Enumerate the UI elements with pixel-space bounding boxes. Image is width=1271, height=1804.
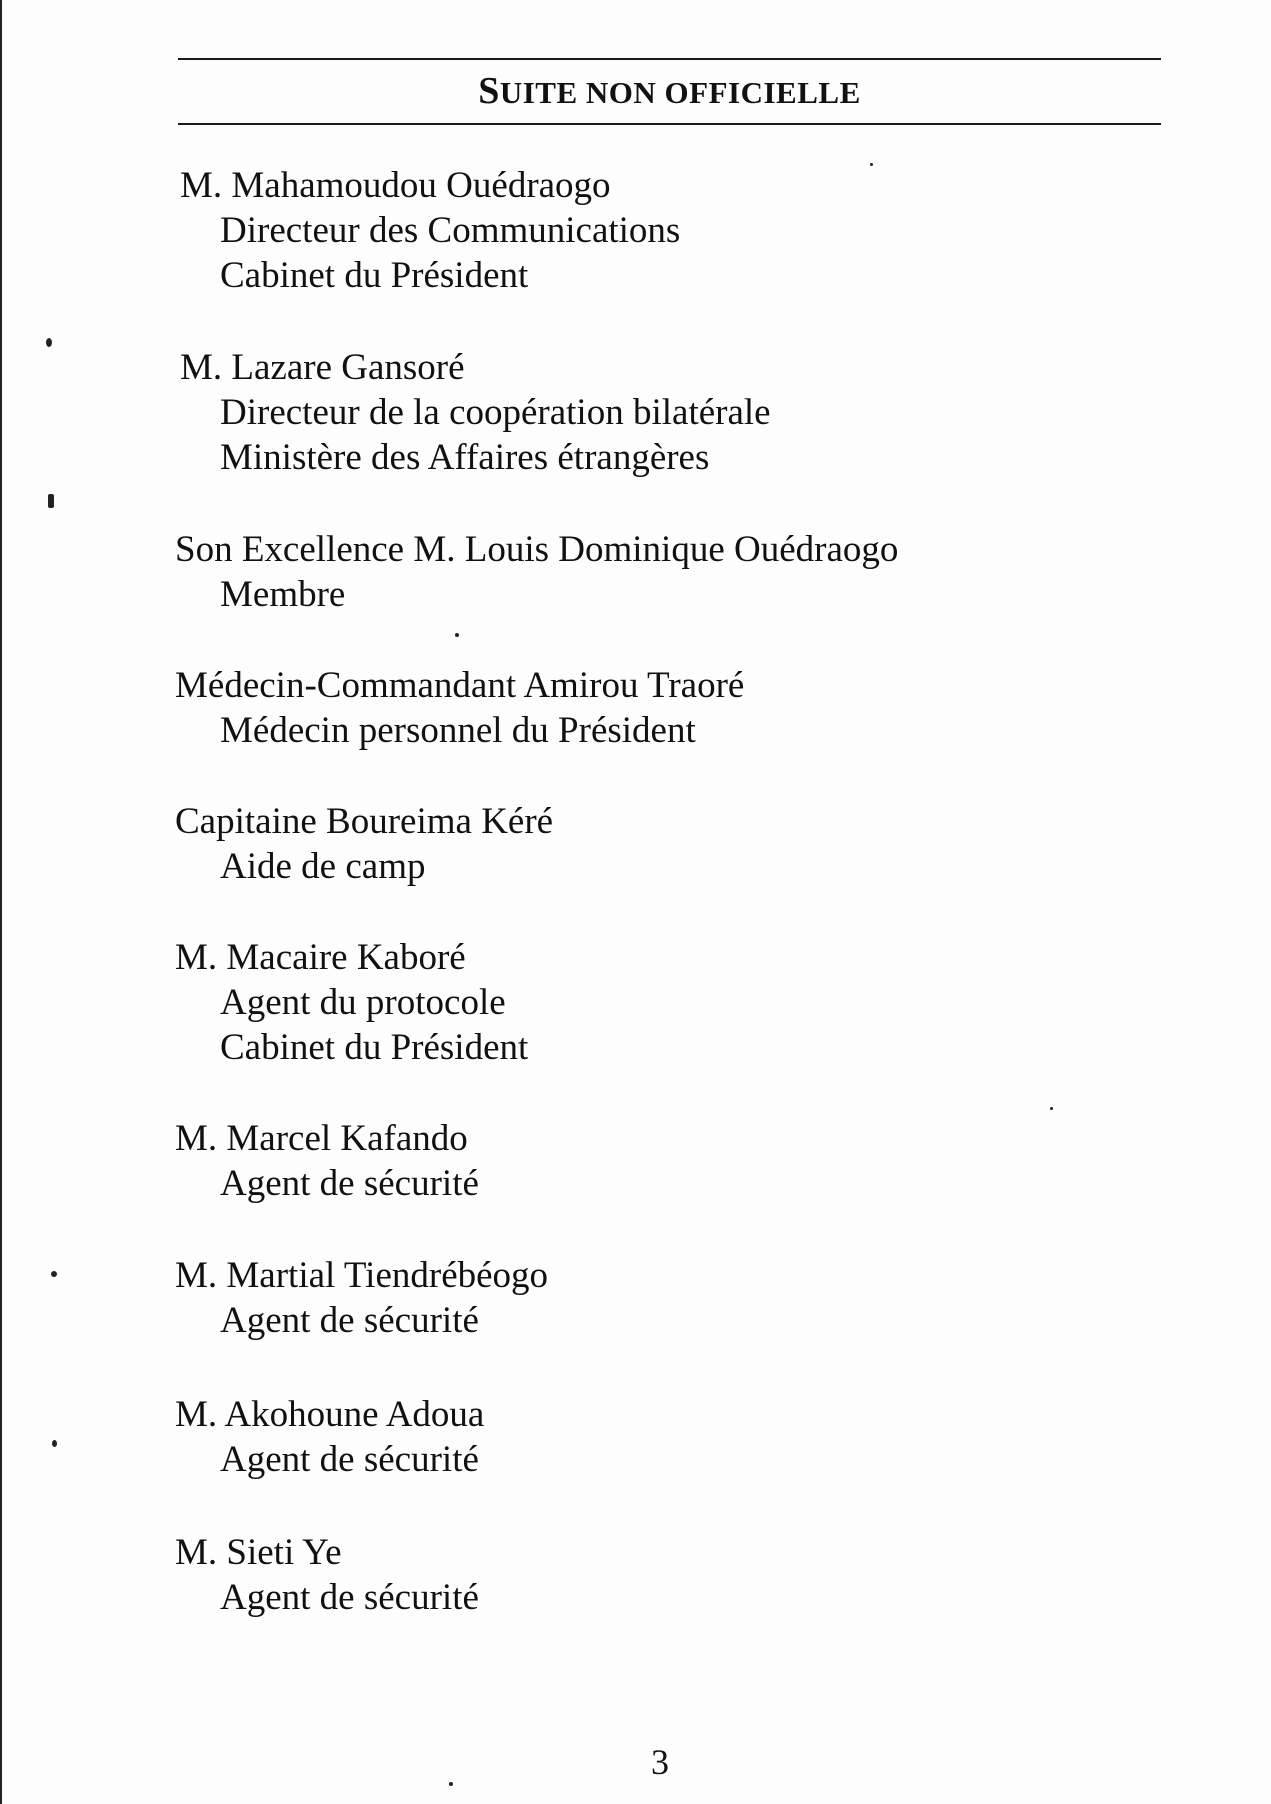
scan-speck [1050, 1107, 1053, 1110]
person-role: Directeur de la coopération bilatérale [220, 392, 771, 433]
list-item [175, 935, 528, 1070]
page-number: 3 [651, 1742, 669, 1782]
person-name: Son Excellence M. Louis Dominique Ouédraogo [175, 529, 899, 570]
person-name: M. Mahamoudou Ouédraogo [180, 165, 611, 206]
scan-speck [51, 1271, 57, 1277]
list-item [175, 799, 553, 889]
list-item [175, 527, 898, 617]
person-role: Agent du protocole [220, 982, 506, 1023]
section-title-initial: S [478, 70, 500, 112]
list-item [175, 663, 744, 753]
person-name: M. Sieti Ye [175, 1532, 342, 1573]
person-role: Cabinet du Président [220, 255, 529, 296]
person-role: Médecin personnel du Président [220, 710, 696, 751]
person-role: Agent de sécurité [220, 1439, 479, 1480]
person-name: M. Lazare Gansoré [180, 347, 465, 388]
list-item [175, 163, 680, 298]
scan-speck [449, 1782, 453, 1786]
page-edge [0, 0, 2, 1804]
section-title-rest: UITE NON OFFICIELLE [499, 75, 861, 110]
person-name: M. Macaire Kaboré [175, 937, 466, 978]
list-item [175, 1253, 548, 1343]
person-name: Capitaine Boureima Kéré [175, 801, 554, 842]
person-role: Ministère des Affaires étrangères [220, 437, 710, 478]
header-rule-bottom [178, 123, 1161, 125]
person-name: M. Martial Tiendrébéogo [175, 1255, 549, 1296]
scan-speck [48, 494, 54, 508]
header-rule-top [178, 58, 1161, 60]
list-item [175, 1116, 479, 1206]
section-title [178, 66, 1161, 118]
person-name: M. Marcel Kafando [175, 1118, 468, 1159]
person-role: Membre [220, 574, 346, 615]
person-role: Agent de sécurité [220, 1163, 479, 1204]
list-item [175, 1392, 484, 1482]
scan-speck [455, 633, 459, 637]
list-item [175, 1530, 479, 1620]
person-role: Directeur des Communications [220, 210, 681, 251]
scan-speck [46, 338, 52, 347]
person-name: Médecin-Commandant Amirou Traoré [175, 665, 745, 706]
person-role: Agent de sécurité [220, 1577, 479, 1618]
list-item [175, 345, 771, 480]
person-role: Aide de camp [220, 846, 426, 887]
person-role: Cabinet du Président [220, 1027, 529, 1068]
person-role: Agent de sécurité [220, 1300, 479, 1341]
person-name: M. Akohoune Adoua [175, 1394, 485, 1435]
scan-speck [52, 1440, 57, 1447]
scan-speck [870, 163, 873, 166]
